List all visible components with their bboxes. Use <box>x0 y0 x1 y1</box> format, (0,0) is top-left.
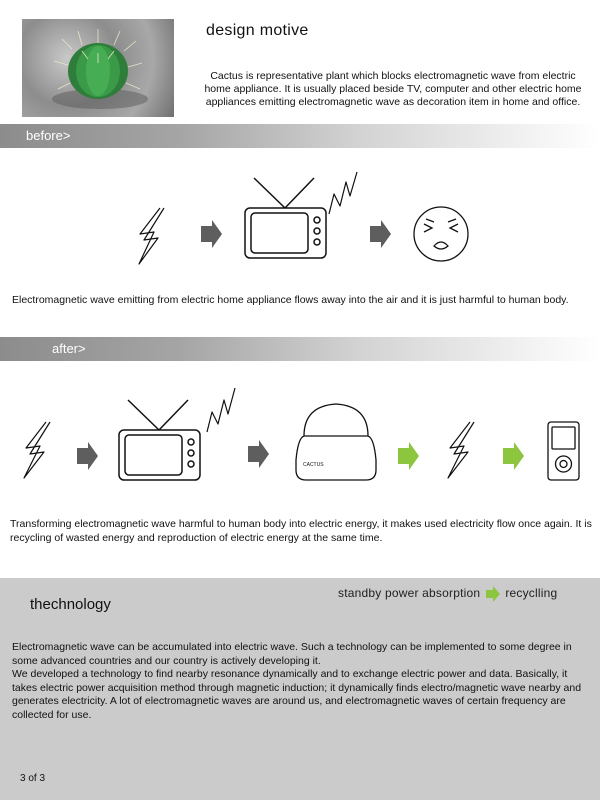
signal-wave-icon <box>207 388 235 432</box>
after-diagram <box>0 370 600 510</box>
green-arrow-right-icon <box>503 442 524 470</box>
distressed-face-icon <box>414 207 468 261</box>
device-logo-text: CACTUS <box>303 462 324 468</box>
page-number: 3 of 3 <box>20 773 46 784</box>
arrow-right-icon <box>77 442 98 470</box>
green-arrow-right-icon <box>398 442 419 470</box>
after-caption: Transforming electromagnetic wave harmful to human body into electric energy, it makes used electricity flow once again. It is recycling of wasted energy and reproduction of electric energy at the same time. <box>10 518 592 544</box>
cactus-device-icon <box>296 404 376 480</box>
before-label: before> <box>26 128 71 143</box>
mp3-player-icon <box>548 422 579 480</box>
lightning-icon <box>24 422 50 478</box>
arrow-right-icon <box>370 220 391 248</box>
before-section-bar <box>0 124 600 148</box>
tagline-left: standby power absorption <box>338 586 481 601</box>
technology-paragraph-1: Electromagnetic wave can be accumulated into electric wave. Such a technology can be implemented to some degree in some advanced countries and our country is actively developing it. <box>12 641 572 667</box>
technology-title: thechnology <box>30 596 111 613</box>
before-caption: Electromagnetic wave emitting from electric home appliance flows away into the air and it is just harmful to human body. <box>12 294 569 306</box>
technology-paragraph-2: We developed a technology to find nearby resonance dynamically and to exchange electric power and data. Basically, it takes electric power acquisition method through magnetic induction; it dynamically finds electro/magnetic wave nearby and generates electricity. A lot of electromagnetic waves are around us, and electromagnetic waves of certain frequency are collected for use. <box>12 668 582 721</box>
cactus-photo <box>22 19 174 117</box>
green-arrow-right-icon <box>486 586 500 602</box>
tv-icon <box>245 178 326 258</box>
signal-wave-icon <box>329 172 357 214</box>
arrow-right-icon <box>248 440 269 468</box>
after-label: after> <box>52 341 86 356</box>
motive-text: Cactus is representative plant which blocks electromagnetic wave from electric home appliance. It is usually placed beside TV, computer and other electric home appliances emitting electromagnetic wave as decoration item in home and office. <box>204 70 582 108</box>
tagline-right: recyclling <box>505 586 558 601</box>
cactus-icon <box>22 19 174 117</box>
technology-text <box>12 641 587 722</box>
tv-icon <box>119 400 200 480</box>
lightning-icon <box>139 208 164 264</box>
technology-tagline <box>338 586 557 602</box>
arrow-right-icon <box>201 220 222 248</box>
after-section-bar <box>0 337 600 361</box>
motive-title: design motive <box>206 22 309 39</box>
before-diagram <box>0 150 600 290</box>
lightning-icon <box>448 422 474 478</box>
